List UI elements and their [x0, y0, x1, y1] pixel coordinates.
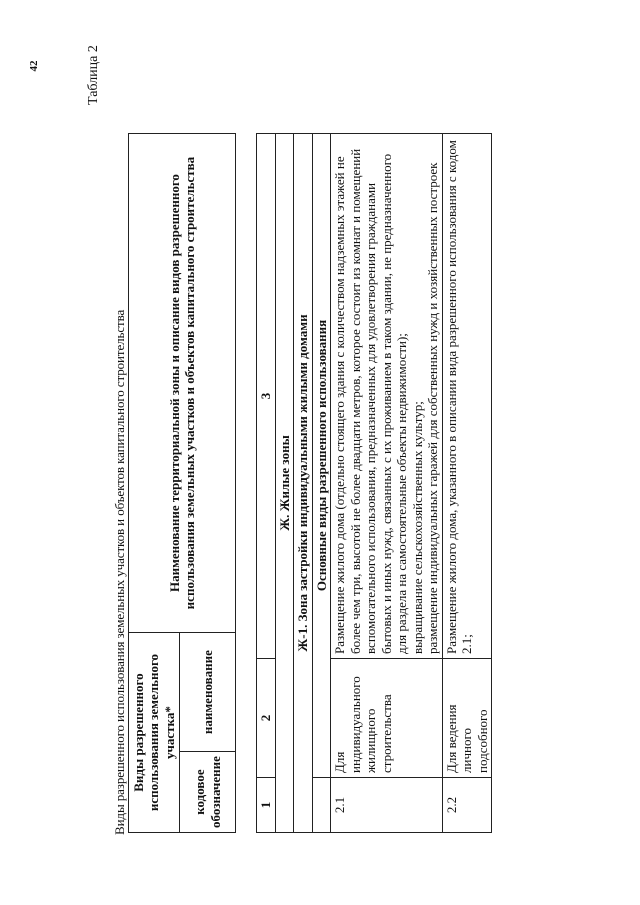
row-name: Для индивидуального жилищного строительства: [331, 659, 443, 778]
col-number-1: 1: [257, 778, 276, 833]
col-number-3: 3: [257, 134, 276, 659]
row-description: [331, 134, 443, 659]
section-title: Основные виды разрешенного использования: [312, 134, 331, 778]
row-description: [442, 134, 492, 659]
main-table: [256, 133, 492, 833]
table-label: Таблица 2: [86, 45, 101, 105]
row-code: 2.1: [331, 778, 443, 833]
name-header: наименование: [180, 633, 236, 752]
description-line: Размещение жилого дома, указанного в описании вида разрешенного использования с кодом 2.1;: [443, 140, 474, 654]
description-header: Наименование территориальной зоны и описание видов разрешенного использования земельных участков и объектов капитального строительства: [129, 134, 236, 633]
row-name: Для ведения личного подсобного: [442, 659, 492, 778]
code-header: кодовое обозначение: [180, 752, 236, 833]
description-line: размещение индивидуальных гаражей для собственных нужд и хозяйственных построек: [425, 162, 440, 654]
col-number-2: 2: [257, 659, 276, 778]
row-code: 2.2: [442, 778, 492, 833]
page-number: 42: [28, 60, 40, 72]
subzone-title: Ж-1. Зона застройки индивидуальными жилыми домами: [294, 134, 313, 833]
table-row: [331, 134, 443, 833]
description-line: выращивание сельскохозяйственных культур;: [409, 401, 425, 654]
permitted-use-group-header: Виды разрешенного использования земельного участка*: [129, 633, 180, 833]
section-spacer-cell: [312, 778, 331, 833]
zone-title: Ж. Жилые зоны: [275, 134, 294, 833]
header-table: [128, 133, 236, 833]
description-line: Размещение жилого дома (отдельно стоящего здания с количеством надземных этажей не более чем три, высотой не более двадцати метров, которое состоит из комнат и помещений вспомогательного использования, предназначенных для удовлетворения гражданами бытовых и иных нужд, связанных с их проживанием в таком здании, не предназначенного для раздела на самостоятельные объекты недвижимости);: [332, 148, 409, 654]
table-caption: Виды разрешенного использования земельных участков и объектов капитального строительства: [112, 309, 127, 835]
table-row: [442, 134, 492, 833]
